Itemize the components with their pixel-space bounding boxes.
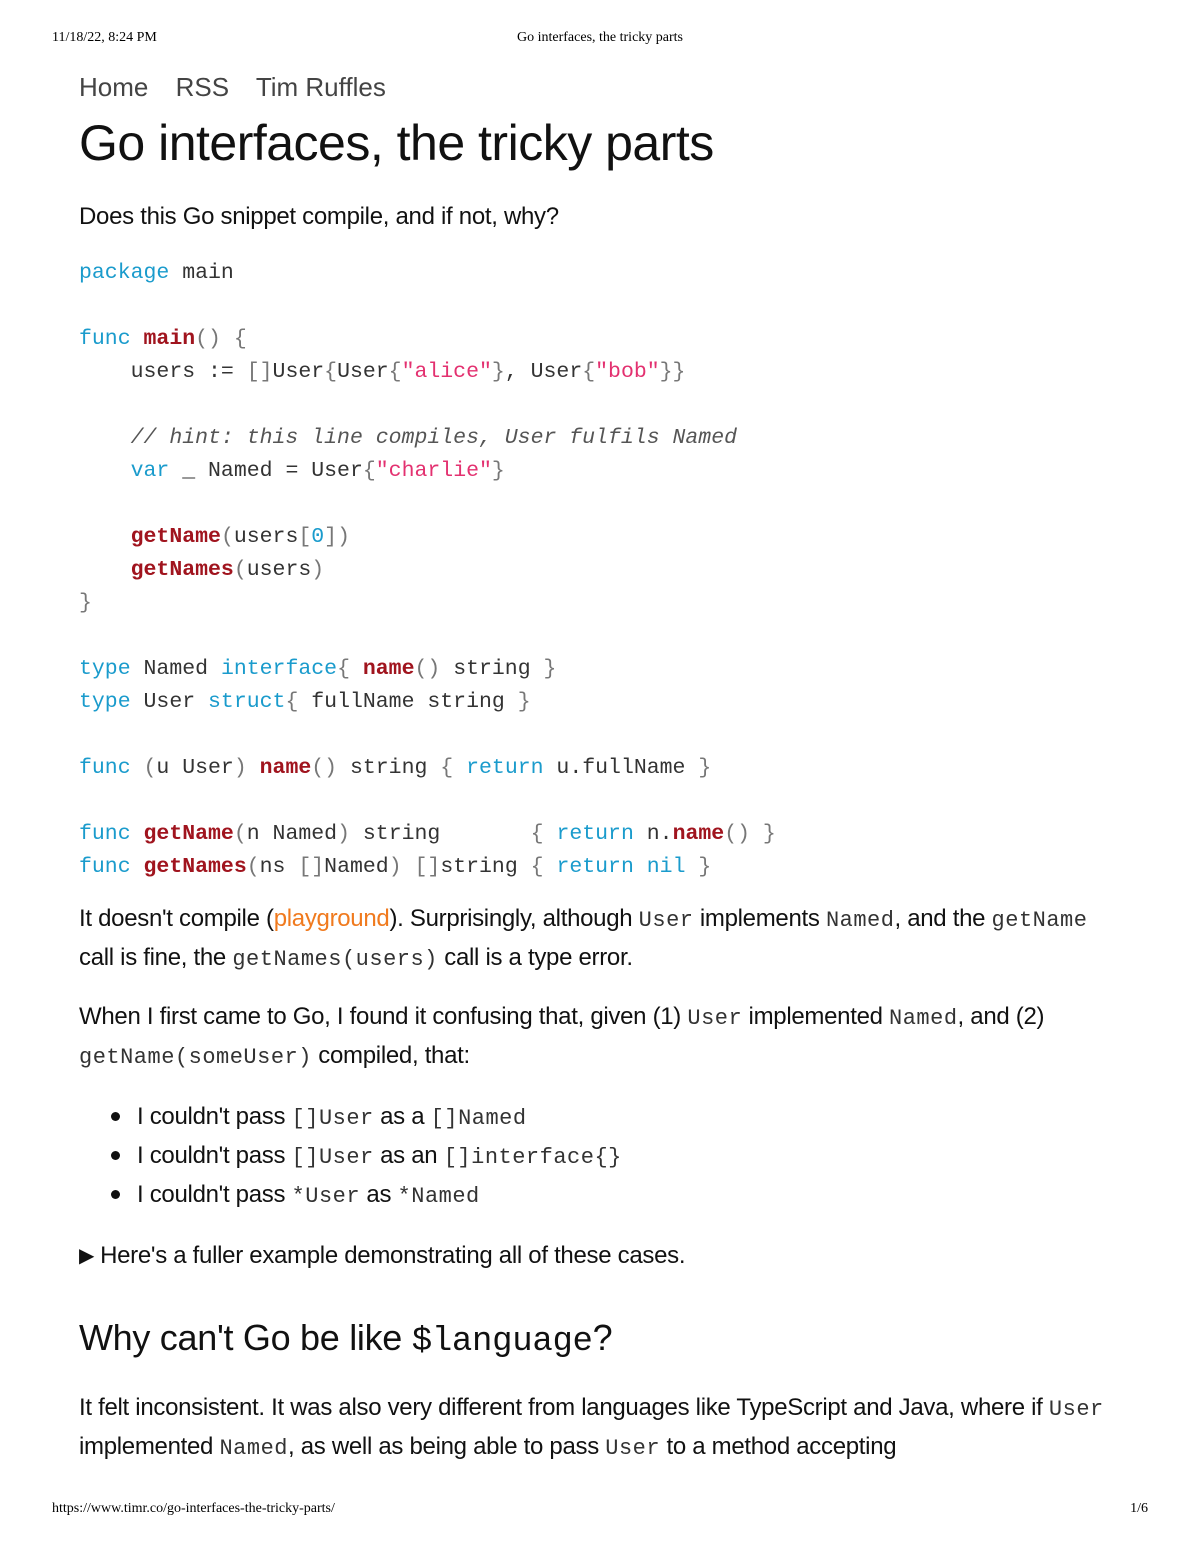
list-item [107,1176,1124,1215]
inline-code: getName(someUser) [79,1045,312,1070]
text: , and the [894,905,992,932]
text: as [360,1181,398,1208]
code-line: getName(users[0]) [130,525,350,549]
inline-code: []User [291,1145,374,1170]
text: , and (2) [957,1003,1045,1030]
code-line: } [79,591,92,615]
inline-code: Named [825,908,895,933]
text: I couldn't pass [137,1181,292,1208]
text: call is fine, the [79,944,233,971]
text: call is a type error. [437,944,633,971]
code-line: type User struct{ fullName string } [79,690,531,714]
paragraph-inconsistent [79,1389,1124,1467]
print-footer [52,1501,1148,1521]
inline-code: User [1048,1397,1104,1422]
details-toggle[interactable] [79,1237,1124,1275]
inline-code: *Named [397,1184,480,1209]
bullet-list [107,1098,1124,1215]
code-line: package main [79,261,234,285]
nav-home-link[interactable]: Home [79,72,149,102]
text: implements [693,905,826,932]
text: When I first came to Go, I found it confusing that, given (1) [79,1003,688,1030]
inline-code: []Named [430,1106,527,1131]
text: to a method accepting [660,1433,897,1460]
article [79,72,1124,1467]
site-nav [79,72,1124,108]
text: as a [373,1103,431,1130]
page-title: Go interfaces, the tricky parts [79,115,714,171]
text: compiled, that: [311,1042,470,1069]
page-number: 1/6 [1130,1501,1148,1516]
text: Why can't Go be like [79,1317,412,1358]
inline-code: []User [291,1106,374,1131]
text: ). Surprisingly, although [389,905,639,932]
text: It doesn't compile ( [79,905,274,932]
text: , as well as being able to pass [288,1433,606,1460]
code-line: var _ Named = User{"charlie"} [130,459,505,483]
text: ? [592,1317,613,1358]
code-line: func (u User) name() string { return u.fullName } [79,756,712,780]
list-item [107,1137,1124,1176]
nav-rss-link[interactable]: RSS [175,72,230,102]
inline-code: *User [291,1184,361,1209]
playground-link[interactable]: playground [273,905,390,932]
details-summary: Here's a fuller example demonstrating all of these cases. [100,1242,686,1269]
print-title: Go interfaces, the tricky parts [517,30,683,45]
inline-code: Named [889,1006,958,1031]
nav-author-link[interactable]: Tim Ruffles [255,72,386,102]
text: I couldn't pass [137,1103,292,1130]
paragraph-confusion [79,998,1124,1076]
inline-code: User [687,1006,743,1031]
section-heading [79,1317,1124,1365]
triangle-right-icon: ▶ [79,1245,95,1267]
text: It felt inconsistent. It was also very different from languages like TypeScript and Java, where if [79,1394,1049,1421]
intro-paragraph: Does this Go snippet compile, and if not, why? [79,203,559,230]
code-line: func getNames(ns []Named) []string { return nil } [79,855,712,879]
inline-code: []interface{} [443,1145,622,1170]
code-block [79,257,1124,884]
print-date: 11/18/22, 8:24 PM [52,30,157,45]
code-line: // hint: this line compiles, User fulfils Named [130,426,738,450]
text: implemented [742,1003,890,1030]
list-item [107,1098,1124,1137]
print-header [52,30,1148,50]
code-line: func getName(n Named) string { return n.name() } [79,822,776,846]
inline-code: User [638,908,694,933]
inline-code: User [605,1436,661,1461]
code-line: users := []User{User{"alice"}, User{"bob"}} [79,360,686,384]
code-line: func main() { [79,327,247,351]
text: implemented [79,1433,220,1460]
inline-code: $language [411,1323,593,1361]
text: as an [373,1142,444,1169]
print-url: https://www.timr.co/go-interfaces-the-tricky-parts/ [52,1501,335,1516]
text: I couldn't pass [137,1142,292,1169]
inline-code: getNames(users) [232,947,438,972]
code-line: type Named interface{ name() string } [79,657,557,681]
code-line: getNames(users) [130,558,325,582]
inline-code: Named [219,1436,288,1461]
inline-code: getName [991,908,1088,933]
paragraph-compile-error [79,900,1124,978]
